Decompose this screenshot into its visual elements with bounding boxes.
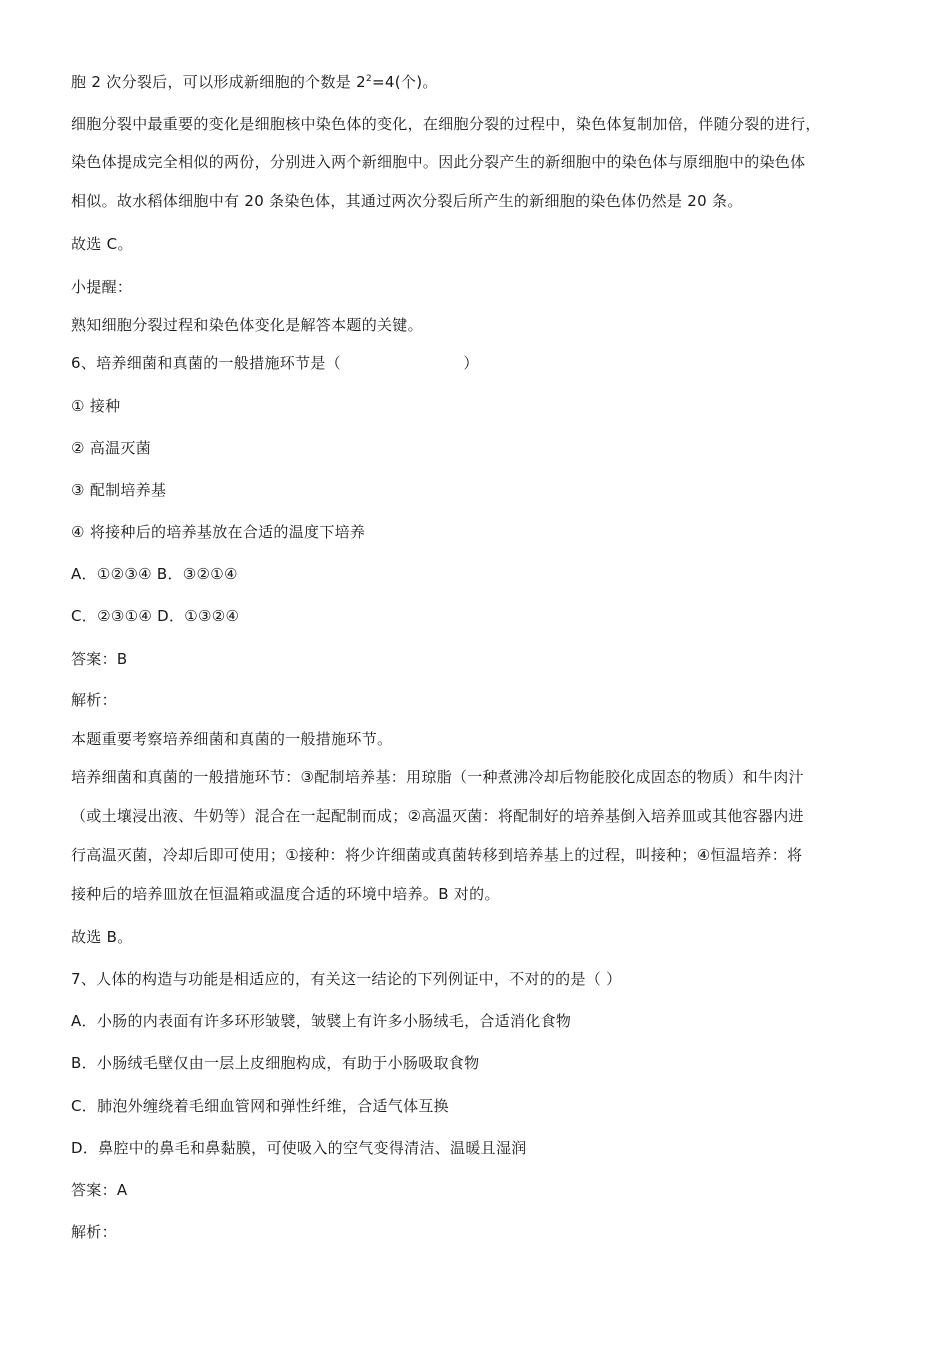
choice-line: B．小肠绒毛壁仅由一层上皮细胞构成，有助于小肠吸取食物 bbox=[71, 1054, 480, 1072]
analysis-text: 本题重要考察培养细菌和真菌的一般措施环节。 bbox=[71, 730, 393, 748]
analysis-text: （或土壤浸出液、牛奶等）混合在一起配制而成；②高温灭菌：将配制好的培养基倒入培养皿或其他容器内进 bbox=[71, 807, 804, 825]
analysis-text: 培养细菌和真菌的一般措施环节：③配制培养基：用琼脂（一种煮沸冷却后物能胶化成固态的物质）和牛肉汁 bbox=[71, 768, 804, 786]
paragraph-line: 细胞分裂中最重要的变化是细胞核中染色体的变化，在细胞分裂的过程中，染色体复制加倍，伴随分裂的进行， bbox=[71, 115, 821, 133]
answer-line: 答案：A bbox=[71, 1181, 128, 1199]
text-line-cell-count bbox=[71, 72, 438, 92]
analysis-text: 行高温灭菌，冷却后即可使用；①接种：将少许细菌或真菌转移到培养基上的过程，叫接种；④恒温培养：将 bbox=[71, 846, 803, 864]
analysis-text: 接种后的培养皿放在恒温箱或温度合适的环境中培养。B 对的。 bbox=[71, 885, 500, 903]
paragraph-line: 染色体提成完全相似的两份，分别进入两个新细胞中。因此分裂产生的新细胞中的染色体与原细胞中的染色体 bbox=[71, 153, 806, 171]
analysis-heading: 解析： bbox=[71, 1223, 117, 1241]
choice-line: D．鼻腔中的鼻毛和鼻黏膜，可使吸入的空气变得清洁、温暖且湿润 bbox=[71, 1139, 527, 1157]
question-7: 7、人体的构造与功能是相适应的，有关这一结论的下列例证中，不对的的是（ ） bbox=[71, 970, 622, 988]
analysis-heading: 解析： bbox=[71, 691, 117, 709]
choice-line: C．肺泡外缠绕着毛细血管网和弹性纤维，合适气体互换 bbox=[71, 1097, 449, 1115]
answer-choice-line: 故选 C。 bbox=[71, 235, 133, 253]
tip-text: 熟知细胞分裂过程和染色体变化是解答本题的关键。 bbox=[71, 316, 423, 334]
choice-line: C．②③①④ D．①③②④ bbox=[71, 607, 240, 625]
paragraph-line: 相似。故水稻体细胞中有 20 条染色体，其通过两次分裂后所产生的新细胞的染色体仍然是 20 条。 bbox=[71, 192, 743, 210]
answer-line: 答案：B bbox=[71, 650, 128, 668]
cell-count-result: =4(个)。 bbox=[372, 73, 438, 91]
answer-choice-line: 故选 B。 bbox=[71, 928, 133, 946]
cell-count-text: 胞 2 次分裂后，可以形成新细胞的个数是 2 bbox=[71, 73, 366, 91]
option-item: ② 高温灭菌 bbox=[71, 439, 152, 457]
option-item: ① 接种 bbox=[71, 397, 121, 415]
exponent: 2 bbox=[366, 74, 373, 84]
choice-line: A．①②③④ B．③②①④ bbox=[71, 565, 238, 583]
choice-line: A．小肠的内表面有许多环形皱襞，皱襞上有许多小肠绒毛，合适消化食物 bbox=[71, 1012, 572, 1030]
option-item: ④ 将接种后的培养基放在合适的温度下培养 bbox=[71, 523, 366, 541]
tip-heading: 小提醒： bbox=[71, 278, 133, 296]
question-6: 6、培养细菌和真菌的一般措施环节是（ ） bbox=[71, 354, 479, 372]
option-item: ③ 配制培养基 bbox=[71, 481, 167, 499]
